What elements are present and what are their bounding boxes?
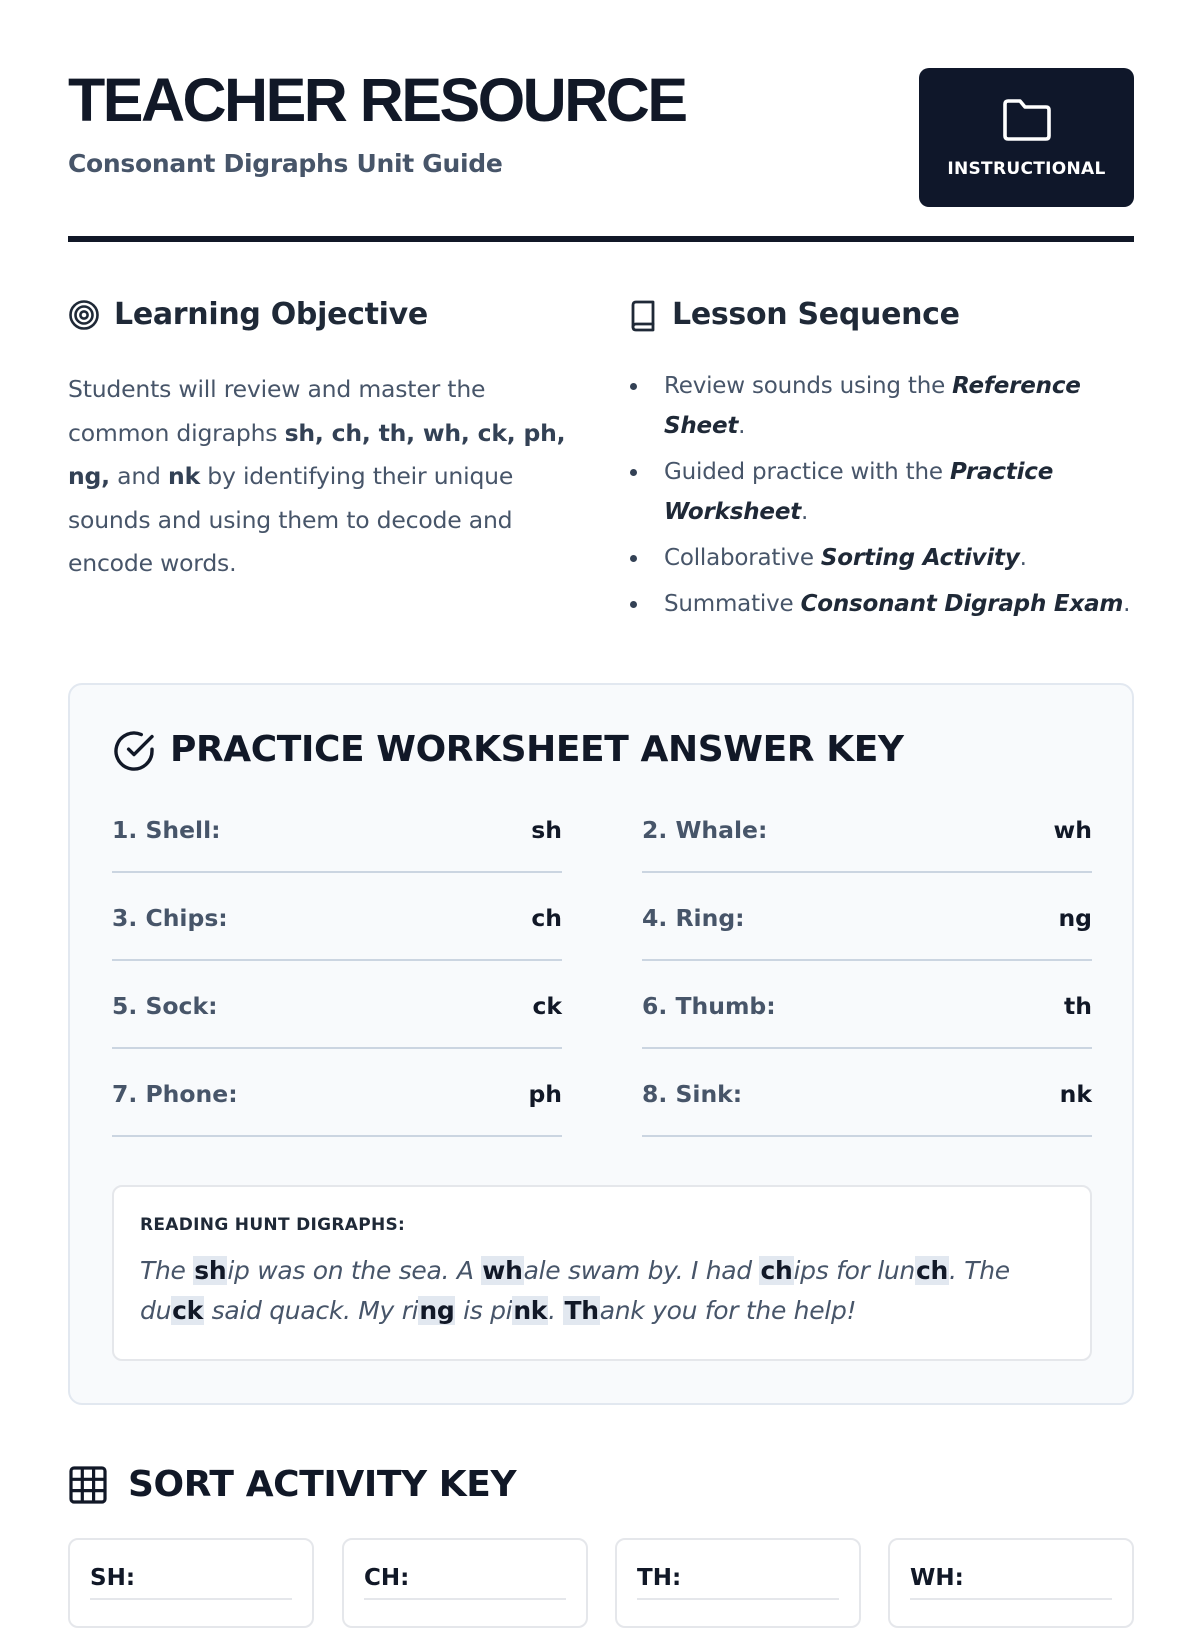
reading-hunt-box <box>112 1185 1092 1361</box>
learning-objective-header <box>68 290 588 340</box>
sort-activity-heading: SORT ACTIVITY KEY <box>128 1464 517 1505</box>
target-icon <box>68 299 100 331</box>
highlighted-digraph: nk <box>513 1296 548 1325</box>
answer-row <box>112 961 562 1049</box>
answer-row <box>642 1049 1092 1137</box>
answer-value: ng <box>1058 904 1092 932</box>
sort-column-sh <box>68 1538 314 1628</box>
answer-value: ph <box>528 1080 562 1108</box>
answer-row <box>642 873 1092 961</box>
answer-value: ch <box>531 904 562 932</box>
grid-icon <box>68 1465 108 1505</box>
passage-text: ips for lun <box>793 1256 915 1285</box>
answer-key-heading: PRACTICE WORKSHEET ANSWER KEY <box>170 729 904 770</box>
answer-row <box>642 785 1092 873</box>
answer-question: 5. Sock: <box>112 992 218 1020</box>
answer-row <box>112 785 562 873</box>
sort-column-wh <box>888 1538 1134 1628</box>
book-icon <box>628 299 656 333</box>
page-title: TEACHER RESOURCE <box>68 66 686 134</box>
check-circle-icon <box>112 729 156 773</box>
sort-column-label: SH: <box>90 1565 136 1591</box>
list-item: Summative Consonant Digraph Exam. <box>628 584 1148 624</box>
digraph-nk: nk <box>168 462 201 490</box>
passage-text: said quack. My ri <box>203 1296 419 1325</box>
passage-text: is pi <box>455 1296 513 1325</box>
answer-row <box>642 961 1092 1049</box>
badge-label: INSTRUCTIONAL <box>947 159 1106 179</box>
lesson-sequence-heading: Lesson Sequence <box>672 297 960 332</box>
answer-question: 1. Shell: <box>112 816 221 844</box>
instructional-badge <box>919 68 1134 207</box>
sort-column-th <box>615 1538 861 1628</box>
page-header <box>68 0 1134 242</box>
highlighted-digraph: ck <box>172 1296 203 1325</box>
highlighted-digraph: ch <box>915 1256 948 1285</box>
sort-column-ch <box>342 1538 588 1628</box>
passage-text: . The du <box>140 1256 1010 1325</box>
answer-value: wh <box>1053 816 1092 844</box>
page-subtitle: Consonant Digraphs Unit Guide <box>68 149 503 178</box>
folder-icon <box>1001 96 1053 144</box>
answer-question: 4. Ring: <box>642 904 745 932</box>
highlighted-digraph: sh <box>194 1256 227 1285</box>
sort-column-label: TH: <box>637 1565 682 1591</box>
answer-question: 8. Sink: <box>642 1080 743 1108</box>
highlighted-digraph: ng <box>419 1296 455 1325</box>
list-item: Guided practice with the Practice Worksheet. <box>628 452 1148 532</box>
answer-value: nk <box>1059 1080 1092 1108</box>
lesson-sequence-list <box>628 366 1148 630</box>
passage-text: The <box>140 1256 194 1285</box>
answer-key-panel <box>68 683 1134 1405</box>
reading-hunt-label: READING HUNT DIGRAPHS: <box>140 1215 406 1235</box>
answer-row <box>112 873 562 961</box>
sort-column-label: WH: <box>910 1565 964 1591</box>
learning-objective-heading: Learning Objective <box>114 297 428 332</box>
learning-objective-section <box>68 290 588 577</box>
passage-text: ank you for the help! <box>599 1296 857 1325</box>
answer-question: 6. Thumb: <box>642 992 776 1020</box>
passage-text: ale swam by. I had <box>523 1256 760 1285</box>
answer-question: 3. Chips: <box>112 904 228 932</box>
reading-hunt-passage <box>140 1251 1060 1331</box>
highlighted-digraph: wh <box>482 1256 523 1285</box>
lesson-sequence-header <box>628 290 1134 340</box>
passage-text: . <box>548 1296 564 1325</box>
highlighted-digraph: Th <box>564 1296 599 1325</box>
answer-question: 2. Whale: <box>642 816 768 844</box>
answer-value: sh <box>531 816 562 844</box>
list-item: Collaborative Sorting Activity. <box>628 538 1148 578</box>
teacher-resource-page <box>68 0 1134 1600</box>
answer-question: 7. Phone: <box>112 1080 238 1108</box>
learning-objective-text: Students will review and master the common digraphs sh, ch, th, wh, ck, ph, ng, and nk by identifying their unique sounds and using them to decode and encode words. <box>68 375 566 577</box>
digraph-list: sh, ch, th, wh, ck, ph, ng, <box>68 418 566 490</box>
answer-value: ck <box>532 992 562 1020</box>
answer-value: th <box>1064 992 1092 1020</box>
list-item: Review sounds using the Reference Sheet. <box>628 366 1148 446</box>
answer-row <box>112 1049 562 1137</box>
passage-text: ip was on the sea. A <box>227 1256 482 1285</box>
lesson-sequence-section <box>628 290 1134 617</box>
sort-column-label: CH: <box>364 1565 410 1591</box>
highlighted-digraph: ch <box>760 1256 793 1285</box>
